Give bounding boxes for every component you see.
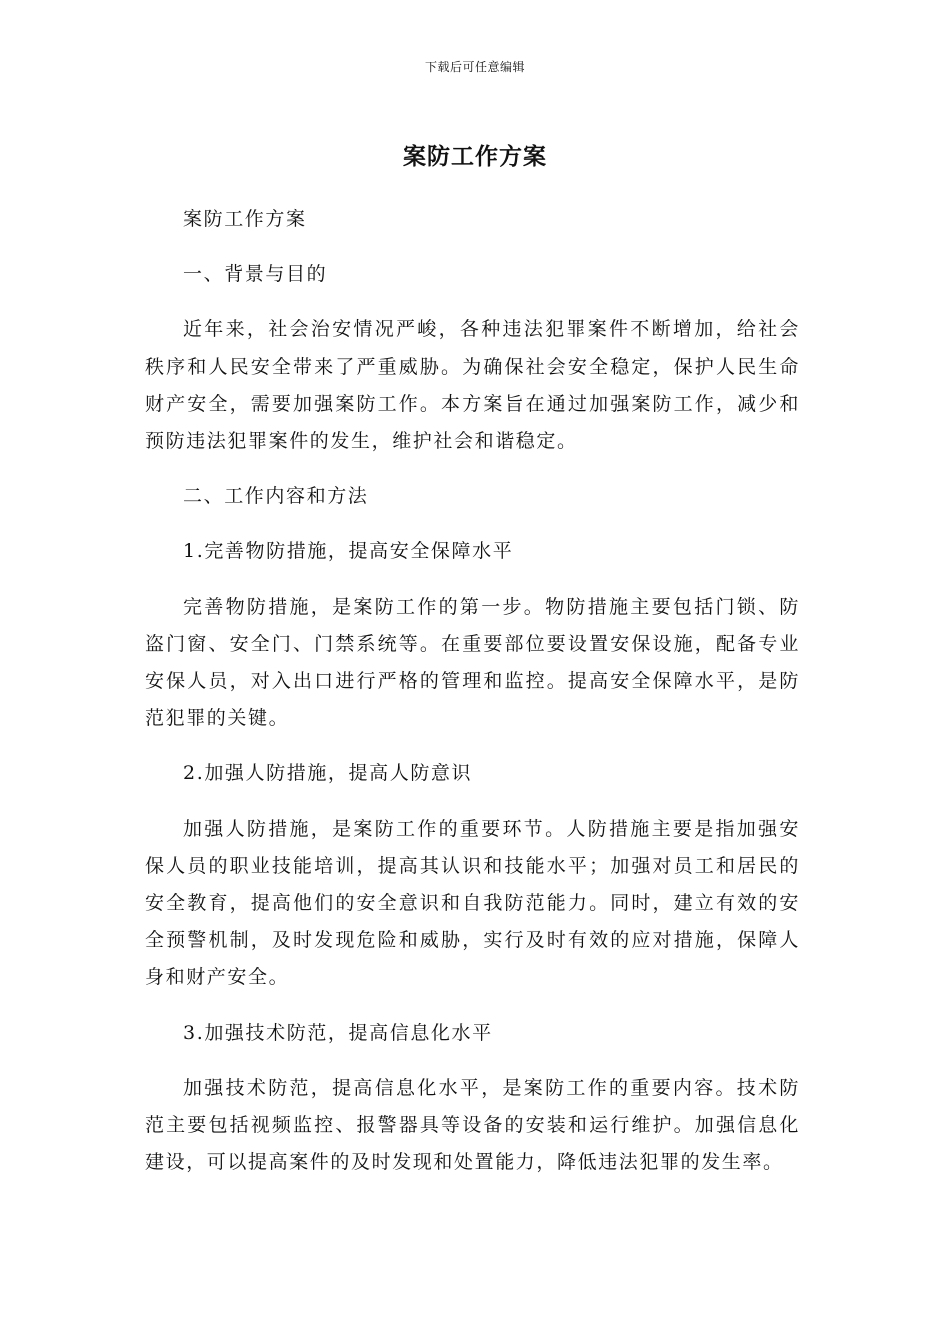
subheading-human-defense: 2.加强人防措施，提高人防意识 [183, 762, 473, 785]
subtitle-paragraph: 案防工作方案 [183, 208, 307, 230]
body-paragraph-technical-defense: 加强技术防范，提高信息化水平，是案防工作的重要内容。技术防范主要包括视频监控、报警器具等设备的安装和运行维护。加强信息化建设，可以提高案件的及时发现和处置能力，降低违法犯罪的发生率。 [145, 1076, 800, 1174]
document-body [145, 201, 800, 1199]
header-note: 下载后可任意编辑 [424, 60, 525, 74]
body-paragraph-physical-defense: 完善物防措施，是案防工作的第一步。物防措施主要包括门锁、防盗门窗、安全门、门禁系统等。在重要部位要设置安保设施，配备专业安保人员，对入出口进行严格的管理和监控。提高安全保障水平，是防范犯罪的关键。 [145, 595, 800, 730]
body-paragraph-human-defense: 加强人防措施，是案防工作的重要环节。人防措施主要是指加强安保人员的职业技能培训，提高其认识和技能水平；加强对员工和居民的安全教育，提高他们的安全意识和自我防范能力。同时，建立有效的安全预警机制，及时发现危险和威胁，实行及时有效的应对措施，保障人身和财产安全。 [145, 817, 800, 989]
body-paragraph-background: 近年来，社会治安情况严峻，各种违法犯罪案件不断增加，给社会秩序和人民安全带来了严重威胁。为确保社会安全稳定，保护人民生命财产安全，需要加强案防工作。本方案旨在通过加强案防工作，减少和预防违法犯罪案件的发生，维护社会和谐稳定。 [145, 318, 800, 453]
subheading-technical-defense: 3.加强技术防范，提高信息化水平 [183, 1021, 493, 1044]
subheading-physical-defense: 1.完善物防措施，提高安全保障水平 [183, 540, 514, 563]
section-heading-content: 二、工作内容和方法 [183, 485, 369, 508]
section-heading-background: 一、背景与目的 [183, 263, 328, 286]
document-title: 案防工作方案 [403, 144, 547, 170]
